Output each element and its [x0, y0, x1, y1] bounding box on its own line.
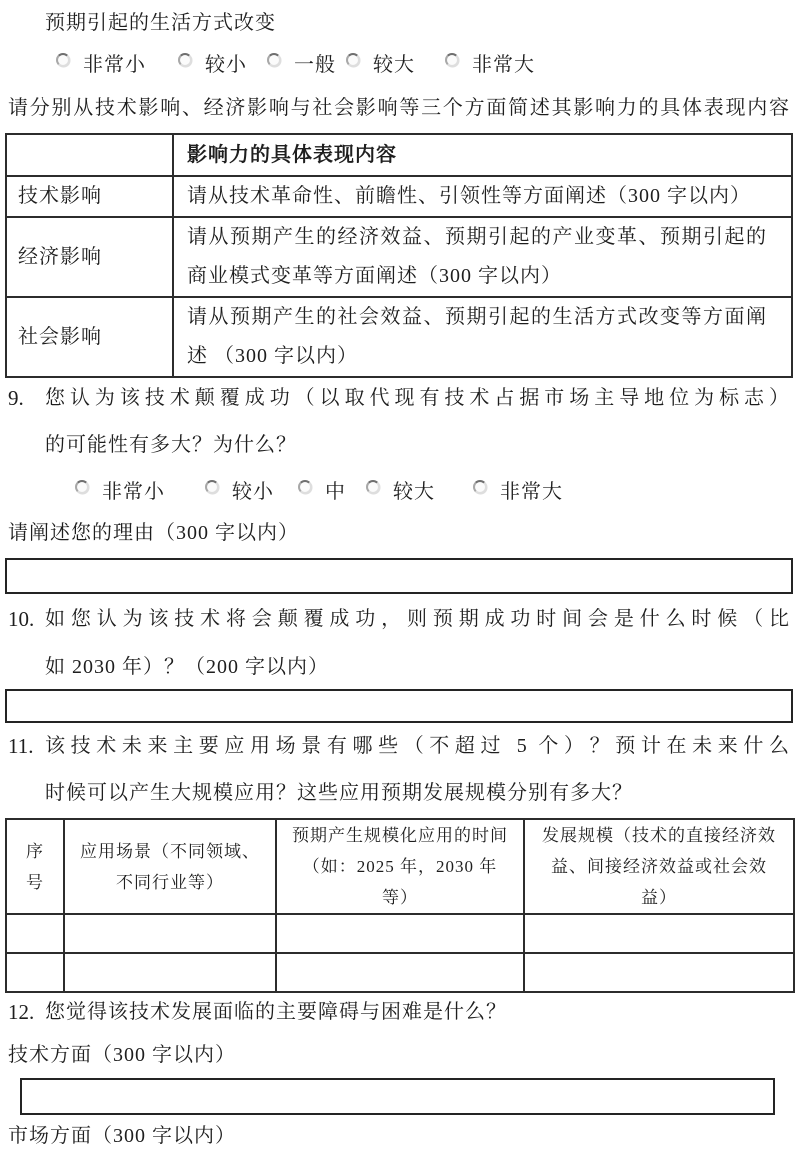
table-row — [6, 297, 792, 377]
table-row — [6, 953, 794, 992]
q10-answer-textbox[interactable] — [5, 689, 793, 723]
question-10-text-line1: 如您认为该技术将会颠覆成功，则预期成功时间会是什么时候（比 — [45, 608, 790, 630]
question-9-scale — [75, 479, 790, 505]
option-small[interactable]: 较小 — [205, 479, 274, 505]
question-9-text-line1: 您认为该技术颠覆成功（以取代现有技术占据市场主导地位为标志） — [45, 387, 790, 409]
app-cell-time[interactable] — [276, 914, 524, 953]
question-9 — [8, 385, 790, 412]
app-cell-scene[interactable] — [64, 953, 276, 992]
app-cell-index[interactable] — [6, 953, 64, 992]
col-header-index: 序号 — [6, 819, 64, 914]
impact-row-content[interactable]: 请从预期产生的社会效益、预期引起的生活方式改变等方面阐述 （300 字以内） — [173, 297, 792, 377]
option-small[interactable]: 较小 — [178, 52, 247, 78]
impact-row-content[interactable]: 请从预期产生的经济效益、预期引起的产业变革、预期引起的商业模式变革等方面阐述（300 字以内） — [173, 217, 792, 297]
question-10 — [8, 606, 790, 633]
impact-row-label: 技术影响 — [6, 176, 173, 217]
impact-row-label: 社会影响 — [6, 297, 173, 377]
application-table-header-row — [6, 819, 794, 914]
option-large[interactable]: 较大 — [346, 52, 415, 78]
app-cell-scale[interactable] — [524, 914, 794, 953]
impact-table-header-cell: 影响力的具体表现内容 — [173, 134, 792, 176]
radio-large-icon[interactable] — [366, 480, 380, 494]
app-cell-scale[interactable] — [524, 953, 794, 992]
option-very-large[interactable]: 非常大 — [445, 52, 535, 78]
question-9-number: 9. — [8, 386, 24, 410]
question-10-number: 10. — [8, 607, 35, 631]
radio-very-large-icon[interactable] — [445, 53, 459, 67]
reason-label: 请阐述您的理由（300 字以内） — [8, 522, 299, 544]
app-cell-index[interactable] — [6, 914, 64, 953]
option-very-small[interactable]: 非常小 — [56, 52, 146, 78]
impact-row-label: 经济影响 — [6, 217, 173, 297]
lifestyle-change-scale — [56, 52, 790, 78]
question-9-text-line2: 的可能性有多大？为什么？ — [45, 434, 297, 456]
tech-aspect-label: 技术方面（300 字以内） — [8, 1044, 236, 1066]
table-row — [6, 914, 794, 953]
col-header-scene: 应用场景（不同领域、不同行业等） — [64, 819, 276, 914]
app-cell-time[interactable] — [276, 953, 524, 992]
option-large[interactable]: 较大 — [366, 479, 435, 505]
radio-small-icon[interactable] — [205, 480, 219, 494]
option-very-large[interactable]: 非常大 — [473, 479, 563, 505]
radio-small-icon[interactable] — [178, 53, 192, 67]
option-medium[interactable]: 中 — [298, 479, 346, 505]
table-row — [6, 217, 792, 297]
question-11-text-line1: 该技术未来主要应用场景有哪些（不超过 5 个）？预计在未来什么 — [45, 735, 790, 757]
question-10-text-line2: 如 2030 年）？（200 字以内） — [45, 656, 329, 678]
option-general[interactable]: 一般 — [267, 52, 336, 78]
col-header-scale: 发展规模（技术的直接经济效益、间接经济效益或社会效益） — [524, 819, 794, 914]
lifestyle-change-label: 预期引起的生活方式改变 — [45, 12, 276, 34]
radio-very-small-icon[interactable] — [75, 480, 89, 494]
tech-aspect-textbox[interactable] — [20, 1078, 775, 1115]
impact-intro-text: 请分别从技术影响、经济影响与社会影响等三个方面简述其影响力的具体表现内容 — [8, 97, 790, 119]
question-11-text-line2: 时候可以产生大规模应用？这些应用预期发展规模分别有多大？ — [45, 782, 633, 804]
radio-general-icon[interactable] — [267, 53, 281, 67]
impact-table — [5, 133, 793, 378]
app-cell-scene[interactable] — [64, 914, 276, 953]
impact-row-content[interactable]: 请从技术革命性、前瞻性、引领性等方面阐述（300 字以内） — [173, 176, 792, 217]
question-12-number: 12. — [8, 1000, 35, 1024]
reason-textbox[interactable] — [5, 558, 793, 594]
question-11 — [8, 733, 790, 760]
question-11-number: 11. — [8, 734, 34, 758]
question-12 — [8, 999, 790, 1026]
impact-table-corner-cell — [6, 134, 173, 176]
table-row — [6, 176, 792, 217]
impact-table-header-row — [6, 134, 792, 176]
question-12-text: 您觉得该技术发展面临的主要障碍与困难是什么？ — [45, 1001, 507, 1023]
radio-large-icon[interactable] — [346, 53, 360, 67]
market-aspect-label: 市场方面（300 字以内） — [8, 1125, 236, 1147]
radio-very-large-icon[interactable] — [473, 480, 487, 494]
application-table — [5, 818, 795, 993]
radio-very-small-icon[interactable] — [56, 53, 70, 67]
col-header-time: 预期产生规模化应用的时间（如：2025 年，2030 年等） — [276, 819, 524, 914]
radio-medium-icon[interactable] — [298, 480, 312, 494]
option-very-small[interactable]: 非常小 — [75, 479, 165, 505]
